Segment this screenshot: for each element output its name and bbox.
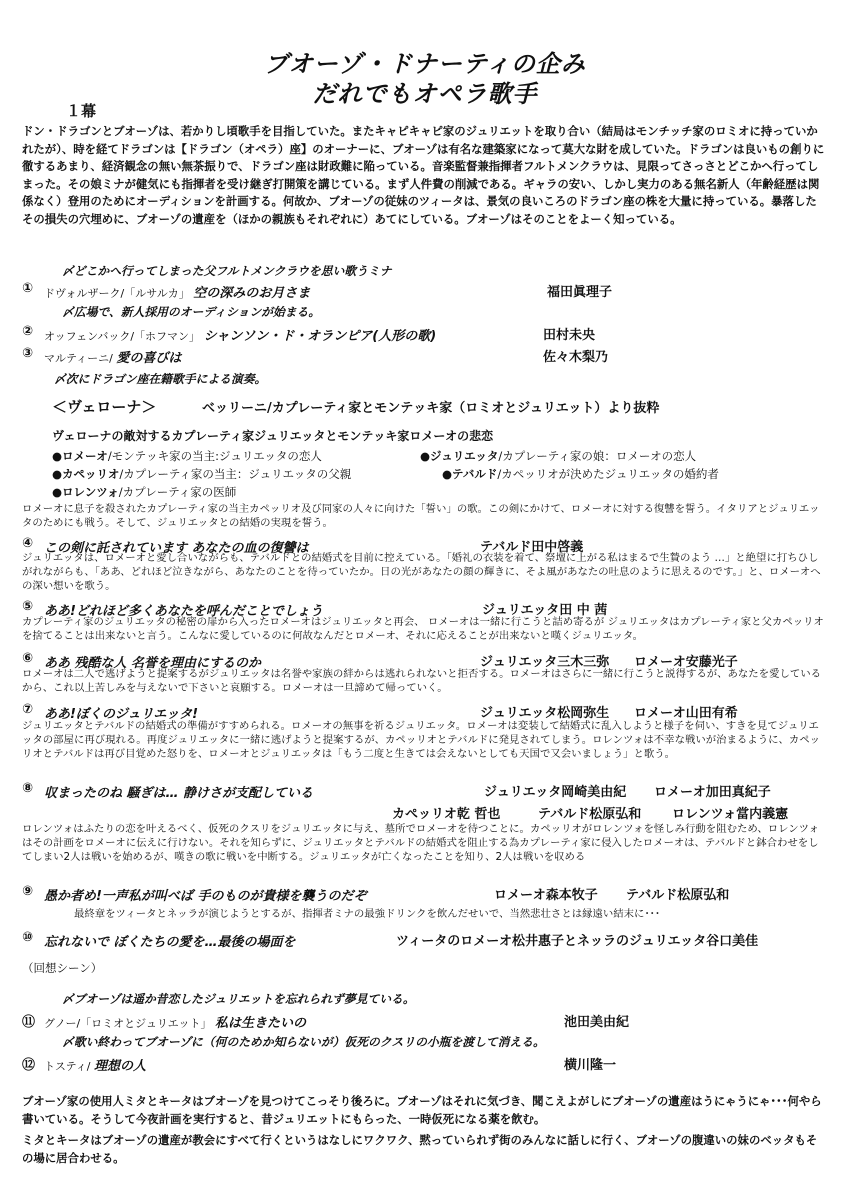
item-number: ① (22, 281, 34, 296)
singer-name: ロメーオ山田有希 (634, 706, 738, 721)
composer-work: トスティ/ (44, 1060, 91, 1073)
singer-name: ジュリエッタ田 中 茜 (482, 603, 608, 618)
composer-work: グノー/「ロミオとジュリエット」 (44, 1017, 212, 1030)
singer-name: 福田眞理子 (547, 285, 613, 300)
item-number: ② (22, 324, 34, 339)
page-subtitle: だれでもオペラ歌手 (312, 80, 538, 108)
singer-name: ロレンツォ當内義憲 (672, 807, 789, 822)
cast-entry: ●テバルド/カペッリオが決めたジュリエッタの婚約者 (442, 467, 719, 481)
item-number: ⑧ (22, 781, 34, 796)
program-item-12 (22, 1054, 828, 1072)
verona-description: ヴェローナの敵対するカプレーティ家ジュリエッタとモンテッキ家ロメーオの悲恋 (52, 429, 494, 443)
song-title: 空の深みのお月さま (193, 286, 311, 301)
singer-name: ツィータのロメーオ松井惠子とネッラのジュリエッタ谷口美佳 (396, 934, 759, 949)
item-number: ⑤ (22, 599, 34, 614)
singer-name: 田村未央 (543, 328, 596, 343)
composer-work: マルティーニ/ (44, 352, 113, 365)
flashback-label: （回想シーン） (22, 961, 103, 975)
cast-entry: ●ロメーオ/モンテッキ家の当主:ジュリエッタの恋人 (52, 449, 322, 463)
singer-name: カペッリオ乾 哲也 (392, 807, 501, 822)
song-title: 愚か者め!一声私が叫べば 手のものが貴様を襲うのだぞ (44, 889, 367, 904)
cast-entry: ●ジュリエッタ/カプレーティ家の娘：ロメーオの恋人 (420, 449, 697, 463)
song-title: 愛の喜びは (116, 351, 182, 366)
song-title: 理想の人 (94, 1059, 147, 1074)
scene-description: ロメーオに息子を殺されたカプレーティ家の当主カペッリオ及び同家の人々に向けた「誓い」の歌。この剣にかけて、ロメーオに対する復讐を誓う。イタリアとジュリエッタのためにも戦う。そして、ジュリエッタとの結婚の実現を誓う。 (22, 503, 820, 529)
singer-name: テバルド松原弘和 (538, 807, 642, 822)
page-title: ブオーゾ・ドナーティの企み (264, 50, 586, 78)
item-number: ③ (22, 346, 34, 361)
verona-heading: ＜ヴェローナ＞ (52, 398, 157, 416)
singer-name: テバルド松原弘和 (626, 888, 730, 903)
song-title: シャンソン・ド・オランピア(人形の歌) (203, 329, 437, 344)
program-item-7 (22, 702, 828, 720)
stage-direction: 〆ブオーゾは遥か昔恋したジュリエットを忘れられず夢見ている。 (62, 992, 415, 1006)
stage-direction: 〆どこかへ行ってしまった父フルトメンクラウを思い歌うミナ (62, 264, 392, 278)
item-number: ⑦ (22, 702, 34, 717)
program-item-8 (22, 781, 828, 799)
cast-entry: ●ロレンツォ/カプレーティ家の医師 (52, 485, 237, 499)
verona-source: ベッリーニ/カプレーティ家とモンテッキ家（ロミオとジュリエット）より抜粋 (202, 401, 660, 416)
composer-work: オッフェンバック/「ホフマン」 (44, 330, 201, 343)
singer-name: 横川隆一 (564, 1058, 617, 1073)
item-number: ⑨ (22, 884, 34, 899)
singer-name: ジュリエッタ岡崎美由紀 (484, 785, 627, 800)
stage-direction: 〆広場で、新人採用のオーディションが始まる。 (62, 305, 321, 319)
singer-name: ジュリエッタ松岡弥生 (480, 706, 610, 721)
intro-paragraph: ドン・ドラゴンとブオーゾは、若かりし頃歌手を目指していた。またキャピキャピ家のジュリエットを取り合い（結局はモンチッチ家のロミオに持っていかれたが）、時を経てドラゴンは【ドラゴン（オペラ）座】のオーナーに、ブオーゾは有名な建築家になって莫大な財を成していた。ドラゴンは良いもの創りに徹するあまり、経済観念の無い無茶振りで、ドラゴン座は財政難に陥っている。音楽監督兼指揮者フルトメンクラウは、見限ってさっさとどこかへ行ってしまった。その娘ミナが健気にも指揮者を受け継ぎ打開策を講じている。まず人件費の削減である。ギャラの安い、しかし実力のある無名新人（年齢経歴は関係なく）登用のためにオーディションを計画する。何故か、ブオーゾの従妹のツィータは、景気の良いころのドラゴン座の株を大量に持っている。暴落したその損失の穴埋めに、ブオーゾの遺産を（ほかの親族もそれぞれに）あてにしている。ブオーゾはそのことをよーく知っている。 (22, 124, 825, 226)
singer-name: テバルド田中啓義 (480, 540, 584, 555)
outro-paragraph: ブオーゾ家の使用人ミタとキータはブオーゾを見つけてこっそり後ろに。ブオーゾはそれに気づき、聞こえよがしにブオーゾの遺産はうにゃうにゃ･･･何やら書いている。そうして今夜計画を実行すると、昔ジュリエットにもらった、一時仮死になる薬を飲む。 (22, 1094, 822, 1126)
item-number: ④ (22, 536, 34, 551)
item-number: ⑩ (22, 930, 34, 945)
scene-description: ロメーオは二人で逃げようと提案するがジュリエッタは名誉や家族の絆からは逃れられないと拒否する。ロメーオはさらに一緒に行こうと説得するが、あなたを愛しているから、これ以上苦しみを与えないで下さいと哀願する。ロメーオは一旦諦めて帰っていく。 (22, 668, 822, 694)
song-title: 収まったのね 騒ぎは… 静けさが支配している (44, 786, 314, 801)
item-number: ⑫ (22, 1058, 36, 1073)
program-item-5 (22, 599, 828, 617)
scene-description: ジュリエッタとテバルドの結婚式の準備がすすめられる。ロメーオの無事を祈るジュリエッタ。ロメーオは変装して結婚式に乱入しようと様子を伺い、すきを見てジュリエッタの部屋に再び現れる。再度ジュリエッタに一緒に逃げようと提案するが、カペッリオとテバルドに発見されてしまう。ロレンツォは不幸な戦いが治まるように、カペッリオとテバルドは再び目覚めた怒りを、ロメーオとジュリエッタは「もう二度と生きては会えないとしても天国で又会いましょう」と歌う。 (22, 720, 821, 760)
item-number: ⑪ (22, 1015, 36, 1030)
singer-name: ロメーオ加田真紀子 (654, 785, 771, 800)
song-title: 忘れないで ぼくたちの愛を…最後の場面を (44, 935, 296, 950)
program-item-2 (22, 324, 828, 342)
composer-work: ドヴォルザーク/「ルサルカ」 (44, 287, 190, 300)
cast-entry: ●カペッリオ/カプレーティ家の当主：ジュリエッタの父親 (52, 467, 352, 481)
stage-direction: 〆次にドラゴン座在籍歌手による演奏。 (54, 372, 267, 386)
scene-description: カプレーティ家のジュリエッタの秘密の扉から入ったロメーオはジュリエッタと再会、 ロメーオは一緒に行こうと詰め寄るが ジュリエッタはカプレーティ家と父カペッリオを捨てることは出来ないと言う。こんなに愛しているのに何故なんだとロメーオ、それに応えることが出来ないと嘆くジュリエッタ。 (22, 616, 824, 642)
scene-description: ジュリエッタは、ロメーオと愛し合いながらも、テバルドとの結婚式を目前に控えている。「婚礼の衣装を着て、祭壇に上がる私はまるで生贄のよう …」と絶望に打ちひしがれながらも、「ああ、どれほど泣きながら、あなたのことを待っていたか。日の光があなたの顔の輝きに、そよ風があなたの吐息のように思えるのです。」と、ロメーオへの深い想いを歌う。 (22, 552, 821, 592)
singer-name: ジュリエッタ三木三弥 (480, 655, 610, 670)
program-item-8-cast (22, 803, 828, 821)
singer-name: ロメーオ森本牧子 (494, 888, 598, 903)
singer-name: 池田美由紀 (564, 1015, 630, 1030)
song-title: 私は生きたいの (215, 1016, 307, 1031)
scene-description: 最終章をツィータとネッラが演じようとするが、指揮者ミナの最強ドリンクを飲んだせいで、当然悲壮さとは縁遠い結末に･･･ (74, 908, 661, 920)
song-title: この剣に託されています あなたの血の復讐は (44, 541, 309, 556)
outro-paragraph: ミタとキータはブオーゾの遺産が教会にすべて行くというはなしにワクワク、黙っていられず街のみんなに話しに行く、ブオーゾの腹違いの妹のベッタもその場に居合わせる。 (22, 1133, 818, 1165)
scene-description: ロレンツォはふたりの恋を叶えるべく、仮死のクスリをジュリエッタに与え、墓所でロメーオを待つことに。カペッリオがロレンツォを怪しみ行動を阻むため、ロレンツォはその計画をロメーオに伝えに行けない。それを知らずに、ジュリエッタとテバルドの結婚式を阻止する為カプレーティ家に侵入したロメーオは、テバルドと鉢合わせをしてしまい2人は戦いを始めるが、嘆きの歌に戦いを中断する。ジュリエッタが亡くなったことを知り、2人は戦いを収める (22, 823, 820, 863)
program-item-11 (22, 1011, 828, 1029)
program-item-6 (22, 651, 828, 669)
singer-name: 佐々木梨乃 (543, 350, 609, 365)
song-title: ああ 残酷な人 名誉を理由にするのか (44, 656, 262, 671)
song-title: ああ!ぼくのジュリエッタ! (44, 707, 199, 722)
stage-direction: 〆歌い終わってブオーゾに（何のためか知らないが）仮死のクスリの小瓶を渡して消える。 (62, 1035, 545, 1049)
item-number: ⑥ (22, 651, 34, 666)
act-label: １幕 (66, 102, 97, 120)
program-item-10 (22, 930, 828, 948)
program-item-3 (22, 346, 828, 364)
singer-name: ロメーオ安藤光子 (634, 655, 738, 670)
song-title: ああ!どれほど多くあなたを呼んだことでしょう (44, 604, 323, 619)
program-item-1 (22, 281, 828, 299)
program-item-9 (22, 884, 828, 902)
